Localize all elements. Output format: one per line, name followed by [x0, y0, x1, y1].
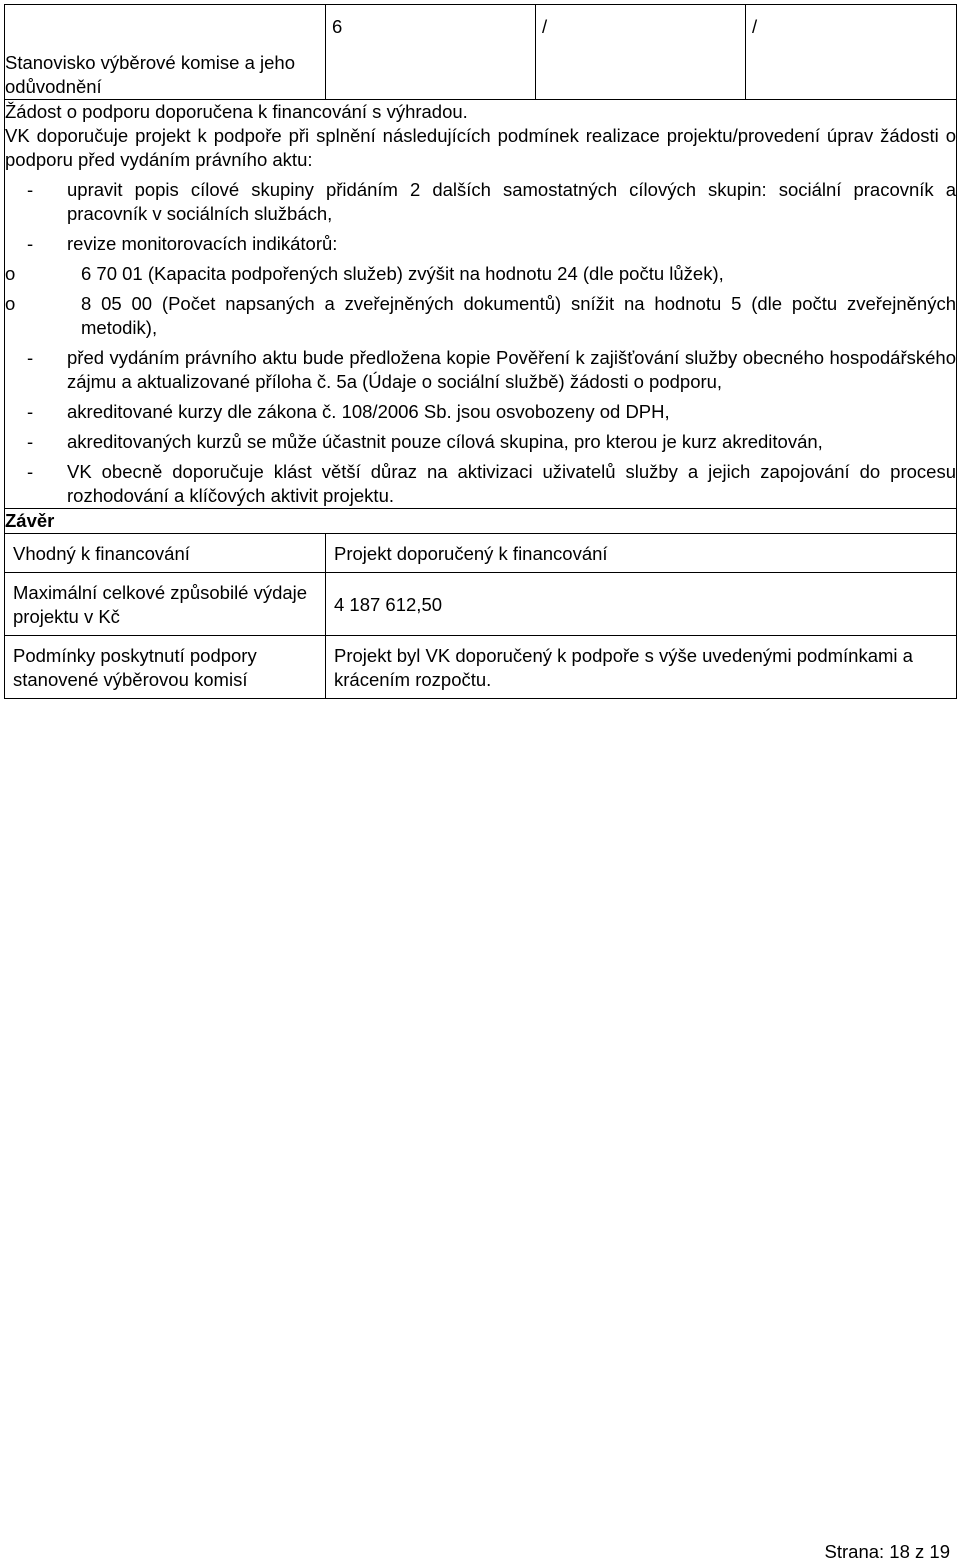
row-value: 4 187 612,50 — [326, 573, 957, 636]
list-item: o 8 05 00 (Počet napsaných a zveřejněných dokumentů) snížit na hodnotu 5 (dle počtu zveřejněných metodik), — [5, 293, 956, 338]
row-label: Maximální celkové způsobilé výdaje projektu v Kč — [5, 573, 326, 636]
evaluation-table — [4, 4, 957, 699]
list-item: - revize monitorovacích indikátorů: o 6 70 01 (Kapacita podpořených služeb) zvýšit na hodnotu 24 (dle počtu lůžek), o 8 05 00 (Počet napsaných a zveřejněných dokumentů) snížit na hodnotu 5 (dle počtu zveřejněných metodik), — [5, 233, 956, 338]
indicator-sublist — [5, 262, 956, 340]
zaver-heading: Závěr — [5, 509, 957, 534]
score-sep2-cell — [746, 5, 957, 100]
stanovisko-intro: Žádost o podporu doporučena k financování s výhradou. — [5, 101, 468, 122]
list-item: - upravit popis cílové skupiny přidáním 2 dalších samostatných cílových skupin: sociální pracovník a pracovník v sociálních službách, — [27, 179, 956, 224]
score-sep1-cell — [536, 5, 746, 100]
list-item: - VK obecně doporučuje klást větší důraz na aktivizaci uživatelů služby a jejich zapojování do procesu rozhodování a klíčových aktivit projektu. — [27, 461, 956, 506]
list-item: o 6 70 01 (Kapacita podpořených služeb) zvýšit na hodnotu 24 (dle počtu lůžek), — [5, 263, 724, 284]
page-number: Strana: 18 z 19 — [824, 1541, 950, 1562]
row-label: Vhodný k financování — [5, 534, 326, 573]
table-row — [5, 573, 957, 636]
score-value: 6 — [332, 16, 343, 37]
stanovisko-lead: VK doporučuje projekt k podpoře při splnění následujících podmínek realizace projektu/provedení úprav žádosti o podporu před vydáním právního aktu: — [5, 125, 956, 170]
list-item: - akreditované kurzy dle zákona č. 108/2006 Sb. jsou osvobozeny od DPH, — [27, 401, 670, 422]
stanovisko-label: Stanovisko výběrové komise a jeho odůvodnění — [5, 52, 295, 97]
table-row — [5, 534, 957, 573]
row-label: Podmínky poskytnutí podpory stanovené výběrovou komisí — [5, 636, 326, 699]
score-sep1: / — [542, 16, 548, 37]
score-row — [5, 5, 957, 100]
list-item: - před vydáním právního aktu bude předložena kopie Pověření k zajišťování služby obecného hospodářského zájmu a aktualizované příloha č. 5a (Údaje o sociální službě) žádosti o podporu, — [27, 347, 956, 392]
row-value: Projekt byl VK doporučený k podpoře s výše uvedenými podmínkami a krácením rozpočtu. — [326, 636, 957, 699]
stanovisko-row — [5, 100, 957, 509]
score-sep2: / — [752, 16, 758, 37]
condition-list — [5, 178, 956, 508]
zaver-row — [5, 509, 957, 534]
row-value: Projekt doporučený k financování — [326, 534, 957, 573]
score-value-cell — [326, 5, 536, 100]
stanovisko-body — [5, 100, 957, 509]
list-item: - akreditovaných kurzů se může účastnit pouze cílová skupina, pro kterou je kurz akreditován, — [27, 431, 823, 452]
stanovisko-label-cell — [5, 5, 326, 100]
table-row — [5, 636, 957, 699]
